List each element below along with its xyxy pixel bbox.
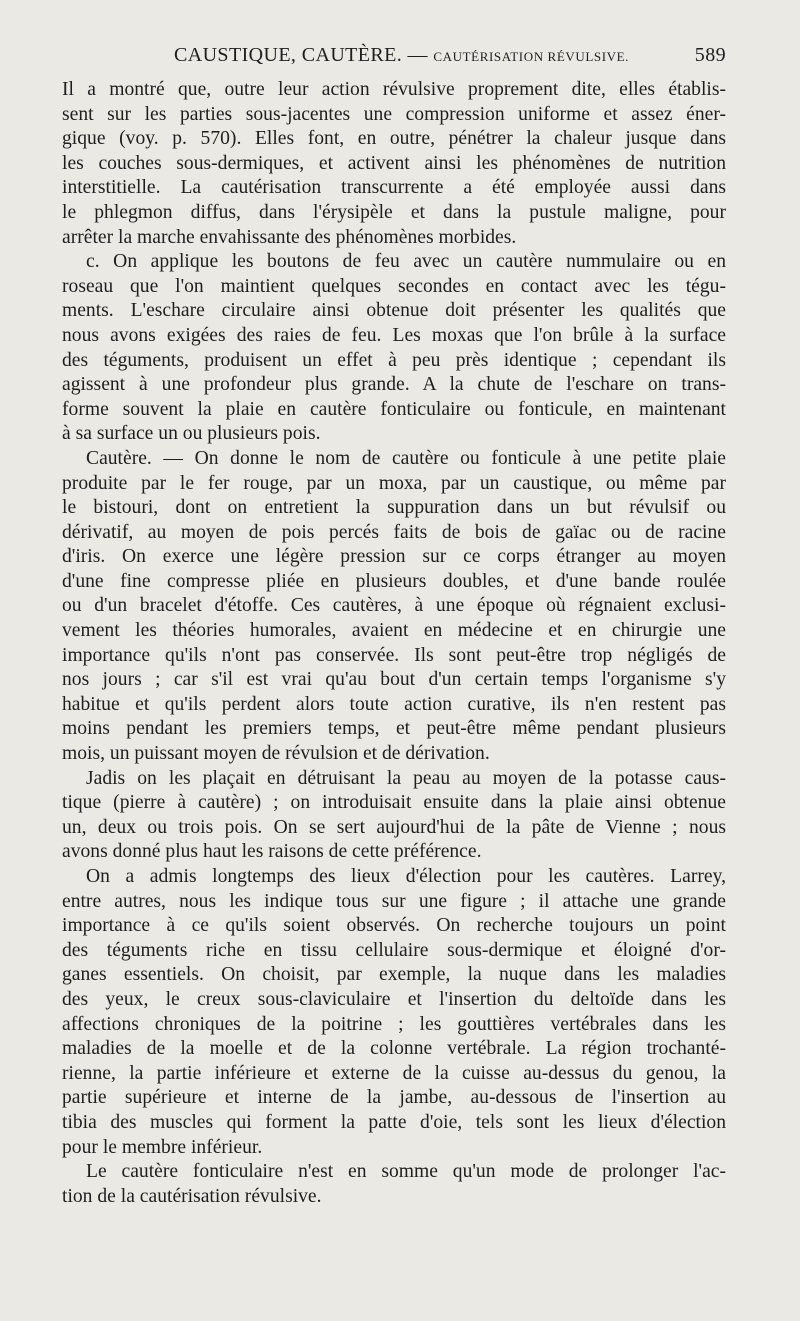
text-line: partie supérieure et interne de la jambe, au-dessous de l'insertion au xyxy=(62,1087,726,1109)
text-line: importance à ce qu'ils soient observés. On recherche toujours un point xyxy=(62,915,726,937)
text-line: des téguments riche en tissu cellulaire sous-dermique et éloigné d'or- xyxy=(62,939,726,961)
text-line: habitue et qu'ils perdent alors toute action curative, ils n'en restent pas xyxy=(62,693,726,715)
text-line: dérivatif, au moyen de pois percés faits de bois de gaïac ou de racine xyxy=(62,521,726,543)
text-line: affections chroniques de la poitrine ; les gouttières vertébrales dans les xyxy=(62,1013,726,1035)
text-line: importance qu'ils n'ont pas conservée. Ils sont peut-être trop négligés de xyxy=(62,644,726,666)
text-line: Le cautère fonticulaire n'est en somme qu'un mode de prolonger l'ac- xyxy=(86,1161,726,1183)
text-line: nos jours ; car s'il est vrai qu'au bout d'un certain temps l'organisme s'y xyxy=(62,669,726,691)
text-line: forme souvent la plaie en cautère fonticulaire ou fonticule, en maintenant xyxy=(62,398,726,420)
text-line: moins pendant les premiers temps, et peut-être même pendant plusieurs xyxy=(62,718,726,740)
text-line: maladies de la moelle et de la colonne vertébrale. La région trochanté- xyxy=(62,1038,726,1060)
text-line: arrêter la marche envahissante des phénomènes morbides. xyxy=(62,226,517,248)
paragraph-1 xyxy=(62,78,726,250)
text-line: entre autres, nous les indique tous sur une figure ; il attache une grande xyxy=(62,890,726,912)
text-line: c. On applique les boutons de feu avec un cautère nummulaire ou en xyxy=(86,251,726,273)
text-line: des téguments, produisent un effet à peu près identique ; cependant ils xyxy=(62,349,726,371)
text-line: tion de la cautérisation révulsive. xyxy=(62,1185,322,1207)
text-line: produite par le fer rouge, par un moxa, par un caustique, ou même par xyxy=(62,472,726,494)
text-line: vement les théories humorales, avaient en médecine et en chirurgie une xyxy=(62,620,726,642)
page-number: 589 xyxy=(694,44,726,66)
text-line: pour le membre inférieur. xyxy=(62,1136,263,1158)
running-header xyxy=(62,38,730,74)
text-line: roseau que l'on maintient quelques secondes en contact avec les tégu- xyxy=(62,275,726,297)
text-line: agissent à une profondeur plus grande. A la chute de l'eschare on trans- xyxy=(62,374,726,396)
text-line: tibia des muscles qui forment la patte d'oie, tels sont les lieux d'élection xyxy=(62,1111,726,1133)
text-line: à sa surface un ou plusieurs pois. xyxy=(62,423,321,445)
text-line: ganes essentiels. On choisit, par exemple, la nuque dans les maladies xyxy=(62,964,726,986)
text-line: des yeux, le creux sous-claviculaire et l'insertion du deltoïde dans les xyxy=(62,988,726,1010)
text-line: interstitielle. La cautérisation transcurrente a été employée aussi dans xyxy=(62,177,726,199)
text-line: d'iris. On exerce une légère pression sur ce corps étranger au moyen xyxy=(62,546,726,568)
text-line: tique (pierre à cautère) ; on introduisait ensuite dans la plaie ainsi obtenue xyxy=(62,792,726,814)
paragraph-3 xyxy=(62,447,726,767)
header-title xyxy=(174,44,629,67)
text-line: gique (voy. p. 570). Elles font, en outre, pénétrer la chaleur jusque dans xyxy=(62,128,726,150)
text-line: le bistouri, dont on entretient la suppuration dans un but révulsif ou xyxy=(62,497,726,519)
paragraph-2 xyxy=(62,250,726,447)
text-line: rienne, la partie inférieure et externe de la cuisse au-dessus du genou, la xyxy=(62,1062,726,1084)
text-line: le phlegmon diffus, dans l'érysipèle et dans la pustule maligne, pour xyxy=(62,201,726,223)
text-line: mois, un puissant moyen de révulsion et de dérivation. xyxy=(62,743,490,765)
text-line: Il a montré que, outre leur action révulsive proprement dite, elles établis- xyxy=(62,79,726,100)
text-line: nous avons exigées des raies de feu. Les moxas que l'on brûle à la surface xyxy=(62,324,726,346)
text-line: d'une fine compresse pliée en plusieurs doubles, et d'une bande roulée xyxy=(62,570,726,592)
text-line: Cautère. — On donne le nom de cautère ou fonticule à une petite plaie xyxy=(86,447,726,469)
page-body xyxy=(62,78,726,1209)
text-line: avons donné plus haut les raisons de cette préférence. xyxy=(62,841,482,863)
paragraph-4 xyxy=(62,767,726,865)
text-line: ou d'un bracelet d'étoffe. Ces cautères, à une époque où régnaient exclusi- xyxy=(62,595,726,617)
paragraph-5 xyxy=(62,865,726,1160)
text-line: Jadis on les plaçait en détruisant la peau au moyen de la potasse caus- xyxy=(86,767,726,789)
text-line: On a admis longtemps des lieux d'élection pour les cautères. Larrey, xyxy=(86,866,726,887)
text-line: sent sur les parties sous-jacentes une compression uniforme et assez éner- xyxy=(62,103,726,125)
text-line: un, deux ou trois pois. On se sert aujourd'hui de la pâte de Vienne ; nous xyxy=(62,816,726,838)
text-line: les couches sous-dermiques, et activent ainsi les phénomènes de nutrition xyxy=(62,152,726,174)
header-title-section: CAUTÉRISATION RÉVULSIVE. xyxy=(433,49,630,64)
text-line: ments. L'eschare circulaire ainsi obtenue doit présenter les qualités que xyxy=(62,300,726,322)
header-title-main: CAUSTIQUE, CAUTÈRE. — xyxy=(174,44,428,66)
paragraph-6 xyxy=(62,1160,726,1209)
